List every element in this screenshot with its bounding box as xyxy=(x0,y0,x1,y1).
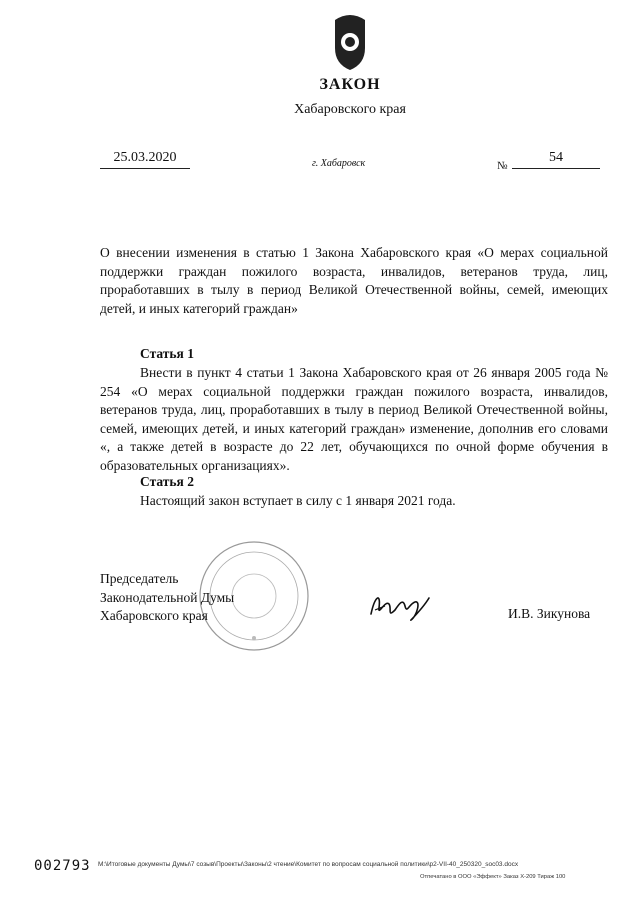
print-info: Отпечатано в ООО «Эффект» Заказ Х-209 Тираж 100 xyxy=(420,874,566,880)
position-line-3: Хабаровского края xyxy=(100,608,208,623)
document-number: 54 xyxy=(512,150,600,169)
document-title: ЗАКОН xyxy=(319,76,381,93)
signatory-name: И.В. Зикунова xyxy=(508,606,591,621)
file-path: M:\Итоговые документы Думы\7 созыв\Проекты\Законы\2 чтение\Комитет по вопросам социальной политики\р2-VII-40_250320_soc03.docx xyxy=(98,861,519,868)
document-subject: О внесении изменения в статью 1 Закона Хабаровского края «О мерах социальной поддержки граждан пожилого возраста, инвалидов, ветеранов труда, лиц, проработавших в тылу в период Великой Отечественной войны, семей, имеющих детей, и иных категорий граждан» xyxy=(100,245,608,316)
registry-number: 002793 xyxy=(34,858,91,874)
position-line-1: Председатель xyxy=(100,571,179,586)
handwritten-signature-icon xyxy=(365,586,435,626)
coat-of-arms-icon xyxy=(327,10,373,74)
number-sign: № xyxy=(497,160,508,172)
document-city: г. Хабаровск xyxy=(312,158,366,169)
document-subtitle: Хабаровского края xyxy=(294,102,406,117)
signatory-position xyxy=(100,570,234,626)
article-2-heading: Статья 2 xyxy=(140,474,194,489)
article-1-text: Внести в пункт 4 статьи 1 Закона Хабаровского края от 26 января 2005 года № 254 «О мерах социальной поддержки граждан пожилого возраста, инвалидов, ветеранов труда, лиц, проработавших в тылу в период Великой Отечественной войны, семей, имеющих детей, и иных категорий граждан» изменение, дополнив его словами «, а также детей в возрасте до 22 лет, обучающихся по очной форме обучения в образовательных организациях». xyxy=(100,365,608,473)
document-date: 25.03.2020 xyxy=(100,150,190,169)
article-2-text: Настоящий закон вступает в силу с 1 января 2021 года. xyxy=(140,493,456,508)
article-1-heading: Статья 1 xyxy=(140,346,194,361)
position-line-2: Законодательной Думы xyxy=(100,589,235,605)
